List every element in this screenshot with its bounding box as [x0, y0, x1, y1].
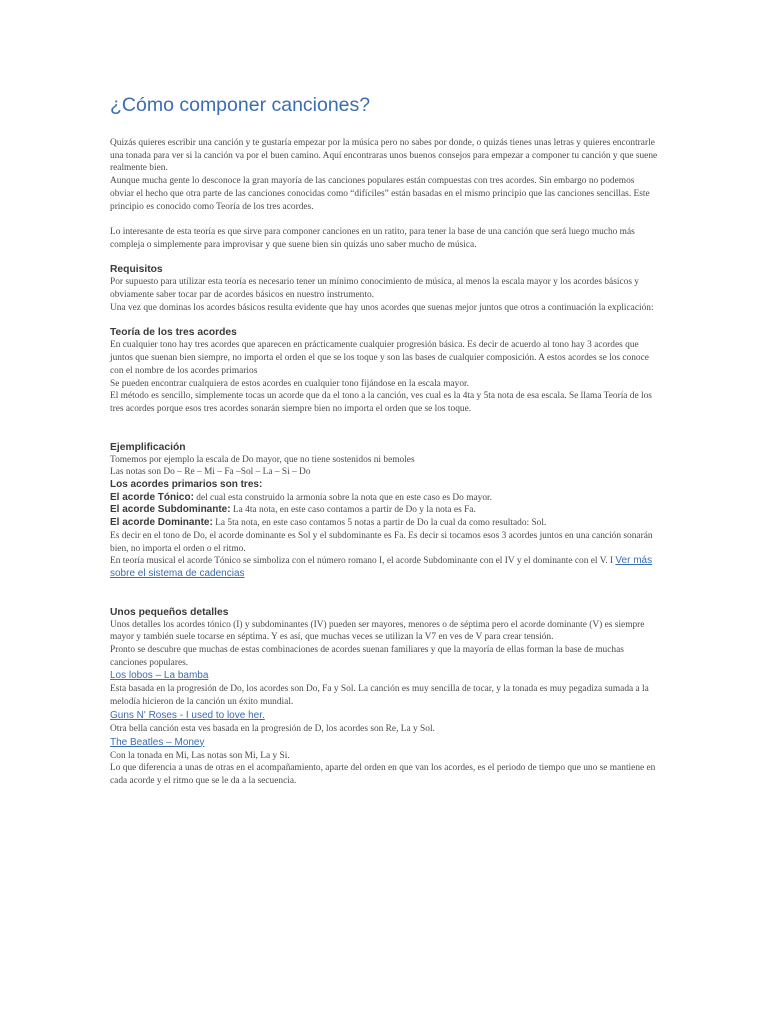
lobos-link-line — [110, 669, 660, 683]
dominante-line — [110, 517, 660, 530]
requisitos-paragraph-1: Por supuesto para utilizar esta teoría es necesario tener un mínimo conocimiento de música, al menos la escala mayor y los acordes básicos y obviamente saber tocar par de acordes básicos en nuestro instrumento. — [110, 277, 639, 301]
detalles-paragraph-5: Con la tonada en Mi, Las notas son Mi, La y Si. — [110, 750, 290, 761]
tonico-text: del cual esta construido la armonía sobre la nota que en este caso es Do mayor. — [193, 492, 492, 503]
detalles-paragraph-4: Otra bella canción esta ves basada en la progresión de D, los acordes son Re, La y Sol. — [110, 723, 435, 734]
lobos-bamba-link[interactable]: Los lobos – La bamba — [110, 670, 209, 682]
document-page — [110, 92, 660, 788]
ejemplificacion-heading: Ejemplificación — [110, 441, 186, 453]
cadencias-link[interactable]: Ver más sobre el sistema de cadencias — [110, 555, 653, 579]
guns-roses-link[interactable]: Guns N' Roses - I used to love her. — [110, 709, 265, 721]
subdominante-label: El acorde Subdominante: — [110, 504, 231, 516]
beatles-money-link[interactable]: The Beatles – Money — [110, 736, 205, 748]
requisitos-heading: Requisitos — [110, 264, 163, 276]
requisitos-paragraph-2: Una vez que dominas los acordes básicos resulta evidente que hay unos acordes que suenas mejor juntos que otros a continuación la explicación: — [110, 302, 654, 313]
ejemplo-line-1: Tomemos por ejemplo la escala de Do mayor, que no tiene sostenidos ni bemoles — [110, 454, 415, 465]
primarios-line — [110, 479, 660, 492]
ejemplo-paragraph-2-text: En teoría musical el acorde Tónico se simboliza con el número romano I, el acorde Subdominante con el IV y el dominante con el V. I — [110, 556, 616, 567]
page-title: ¿Cómo componer canciones? — [110, 94, 371, 116]
ejemplo-line-2: Las notas son Do – Re – Mi – Fa –Sol – La – Si – Do — [110, 467, 311, 478]
teoria-paragraph-3: El método es sencillo, simplemente tocas un acorde que da el tono a la canción, ves cual es la 4ta y 5ta nota de esa escala. Se llama Teoría de los tres acordes porque esos tres acordes sonarán siempre bien no importa el orden que se los toque. — [110, 391, 652, 414]
primarios-label: Los acordes primarios son tres: — [110, 479, 263, 491]
tonico-line — [110, 492, 660, 505]
detalles-paragraph-1: Unos detalles los acordes tónico (I) y subdominantes (IV) pueden ser mayores, menores o de séptima pero el acorde dominante (V) es siempre mayor y también suele tocarse en séptima. Y es así, que muchas veces se utilizan la V7 en ves de V para crear tensión. — [110, 619, 645, 643]
intro-paragraph-1: Quizás quieres escribir una canción y te gustaría empezar por la música pero no sabes por donde, o quizás tienes unas letras y quieres encontrarle una tonada para ver si la canción va por el buen camino. Aquí encontraras unos buenos consejos para empezar a componer tu canción y que suene realmente bien. — [110, 138, 658, 174]
ejemplo-paragraph-2 — [110, 555, 660, 580]
ejemplo-paragraph-1: Es decir en el tono de Do, el acorde dominante es Sol y el subdominante es Fa. Es decir si tocamos esos 3 acordes juntos en una canción sonarán bien, no importa el orden o el ritmo. — [110, 530, 653, 554]
subdominante-text: La 4ta nota, en este caso contamos a partir de Do y la nota es Fa. — [230, 505, 476, 516]
beatles-link-line — [110, 736, 660, 750]
detalles-heading: Unos pequeños detalles — [110, 606, 229, 618]
subdominante-line — [110, 504, 660, 517]
detalles-paragraph-6: Lo que diferencia a unas de otras en el acompañamiento, aparte del orden en que van los acordes, es el periodo de tiempo que uno se mantiene en cada acorde y el ritmo que se le da a la secuencia. — [110, 763, 656, 786]
intro-paragraph-2: Aunque mucha gente lo desconoce la gran mayoría de las canciones populares están compuestas con tres acordes. Sin embargo no podemos obviar el hecho que otra parte de las canciones conocidas como “difíciles” están basadas en el mismo principio que las canciones sencillas. Este principio es conocido como Teoría de los tres acordes. — [110, 176, 650, 212]
teoria-paragraph-1: En cualquier tono hay tres acordes que aparecen en prácticamente cualquier progresión básica. Es decir de acuerdo al tono hay 3 acordes que juntos que suenan bien siempre, no importa el orden el que se los toque y son las bases de cualquier composición. A estos acordes se los conoce con el nombre de los acordes primarios — [110, 340, 649, 376]
guns-link-line — [110, 709, 660, 723]
detalles-paragraph-3: Esta basada en la progresión de Do, los acordes son Do, Fa y Sol. La canción es muy sencilla de tocar, y la tonada es muy pegadiza sumada a la melodía hicieron de la canción un éxito mundial. — [110, 684, 649, 708]
intro-paragraph-3: Lo interesante de esta teoría es que sirve para componer canciones en un ratito, para tener la base de una canción que será luego mucho más compleja o simplemente para improvisar y que suene bien sin quizás uno saber mucho de música. — [110, 226, 635, 250]
teoria-heading: Teoría de los tres acordes — [110, 327, 237, 339]
teoria-paragraph-2: Se pueden encontrar cualquiera de estos acordes en cualquier tono fijándose en la escala mayor. — [110, 378, 469, 389]
tonico-label: El acorde Tónico: — [110, 491, 194, 503]
dominante-label: El acorde Dominante: — [110, 517, 213, 529]
dominante-text: La 5ta nota, en este caso contamos 5 notas a partir de Do la cual da como resultado: Sol. — [212, 518, 547, 529]
detalles-paragraph-2: Pronto se descubre que muchas de estas combinaciones de acordes suenan familiares y que la mayoría de ellas forman la base de muchas canciones populares. — [110, 645, 624, 668]
